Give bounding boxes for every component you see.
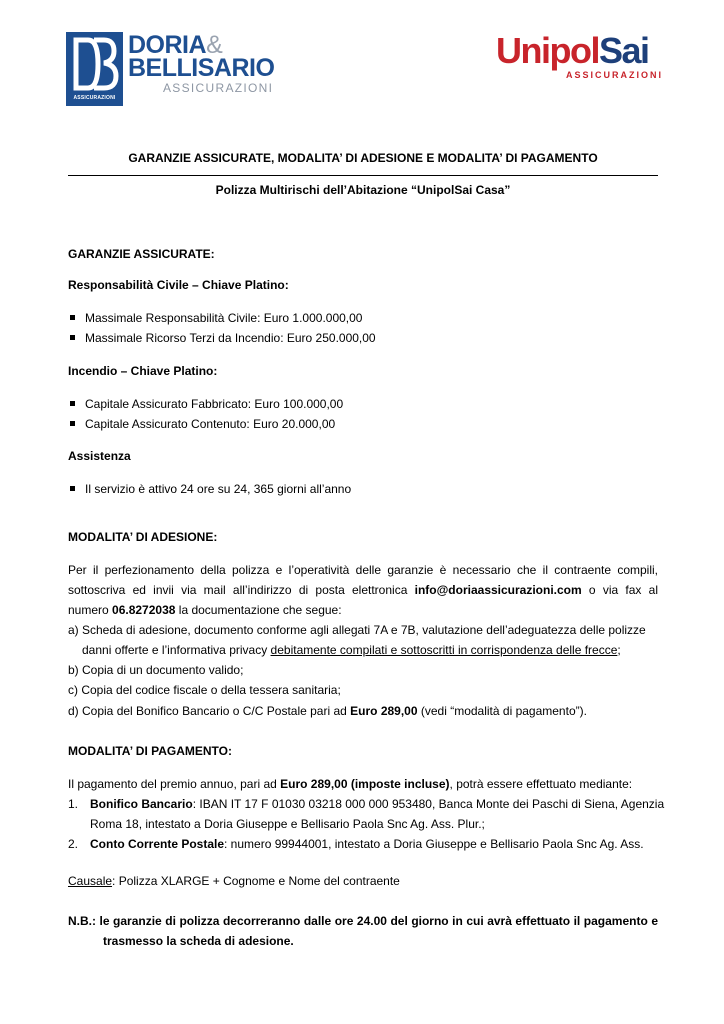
bullet-icon — [70, 335, 75, 340]
doria-bellisario-logo — [66, 31, 275, 108]
db-logo-mark — [66, 32, 123, 106]
list-item: Massimale Responsabilità Civile: Euro 1.000.000,00 — [70, 310, 362, 326]
bullet-icon — [70, 421, 75, 426]
list-item-continuation: Roma 18, intestato a Doria Giuseppe e Bellisario Paola Snc Ag. Ass. Plur.; — [90, 817, 485, 831]
garanzie-heading: GARANZIE ASSICURATE: — [68, 247, 215, 261]
list-item: b) Copia di un documento valido; — [68, 663, 244, 677]
adesione-paragraph-line: sottoscriva ed invii via mail all’indirizzo di posta elettronica info@doriaassicurazioni.com o via fax al — [68, 583, 659, 597]
list-item: 1. Bonifico Bancario: IBAN IT 17 F 01030 03218 000 000 953480, Banca Monte dei Paschi di Siena, Agenzia — [68, 797, 665, 811]
pagamento-heading: MODALITA’ DI PAGAMENTO: — [68, 744, 232, 758]
adesione-paragraph-line: numero 06.8272038 la documentazione che segue: — [68, 603, 342, 617]
pagamento-intro: Il pagamento del premio annuo, pari ad Euro 289,00 (imposte incluse), potrà essere effettuato mediante: — [68, 777, 633, 791]
db-line2: BELLISARIO — [128, 54, 275, 82]
assistenza-heading: Assistenza — [68, 449, 131, 463]
list-item: a) Scheda di adesione, documento conforme agli allegati 7A e 7B, valutazione dell’adeguatezza delle polizze — [68, 623, 646, 637]
title-divider — [68, 175, 658, 176]
list-item: Capitale Assicurato Contenuto: Euro 20.000,00 — [70, 416, 335, 432]
document-title: GARANZIE ASSICURATE, MODALITA’ DI ADESIONE E MODALITA’ DI PAGAMENTO — [128, 151, 598, 165]
document-subtitle: Polizza Multirischi dell’Abitazione “UnipolSai Casa” — [215, 183, 511, 197]
email-address: info@doriaassicurazioni.com — [414, 583, 582, 597]
unipolsai-subtitle: ASSICURAZIONI — [566, 70, 664, 80]
db-badge-text: ASSICURAZIONI — [73, 95, 116, 101]
adesione-paragraph-line: Per il perfezionamento della polizza e l’operatività delle garanzie è necessario che il contraente compili, — [68, 563, 658, 577]
unipolsai-wordmark: UnipolSai — [496, 30, 649, 71]
nb-note-line: N.B.: le garanzie di polizza decorreranno dalle ore 24.00 del giorno in cui avrà effettuato il pagamento e — [68, 914, 658, 928]
adesione-heading: MODALITA’ DI ADESIONE: — [68, 530, 218, 544]
incendio-heading: Incendio – Chiave Platino: — [68, 364, 218, 378]
list-item: 2. Conto Corrente Postale: numero 99944001, intestato a Doria Giuseppe e Bellisario Paola Snc Ag. Ass. — [68, 837, 644, 851]
list-item-continuation: danni offerte e l’informativa privacy debitamente compilati e sottoscritti in corrispondenza delle frecce; — [82, 643, 621, 657]
list-item: d) Copia del Bonifico Bancario o C/C Postale pari ad Euro 289,00 (vedi “modalità di pagamento”). — [68, 704, 587, 718]
fax-number: 06.8272038 — [112, 603, 176, 617]
nb-note-line: trasmesso la scheda di adesione. — [103, 934, 294, 948]
bullet-icon — [70, 315, 75, 320]
list-item: c) Copia del codice fiscale o della tessera sanitaria; — [68, 683, 341, 697]
list-item: Capitale Assicurato Fabbricato: Euro 100.000,00 — [70, 396, 343, 412]
db-line3: ASSICURAZIONI — [163, 81, 274, 95]
db-monogram-icon — [66, 32, 123, 94]
list-item: Il servizio è attivo 24 ore su 24, 365 giorni all’anno — [70, 481, 351, 497]
list-item: Massimale Ricorso Terzi da Incendio: Euro 250.000,00 — [70, 330, 376, 346]
bullet-icon — [70, 486, 75, 491]
rc-heading: Responsabilità Civile – Chiave Platino: — [68, 278, 289, 292]
unipolsai-logo — [496, 30, 664, 82]
db-line1: DORIA& — [128, 31, 223, 59]
bullet-icon — [70, 401, 75, 406]
causale-line: Causale: Polizza XLARGE + Cognome e Nome del contraente — [68, 874, 400, 888]
